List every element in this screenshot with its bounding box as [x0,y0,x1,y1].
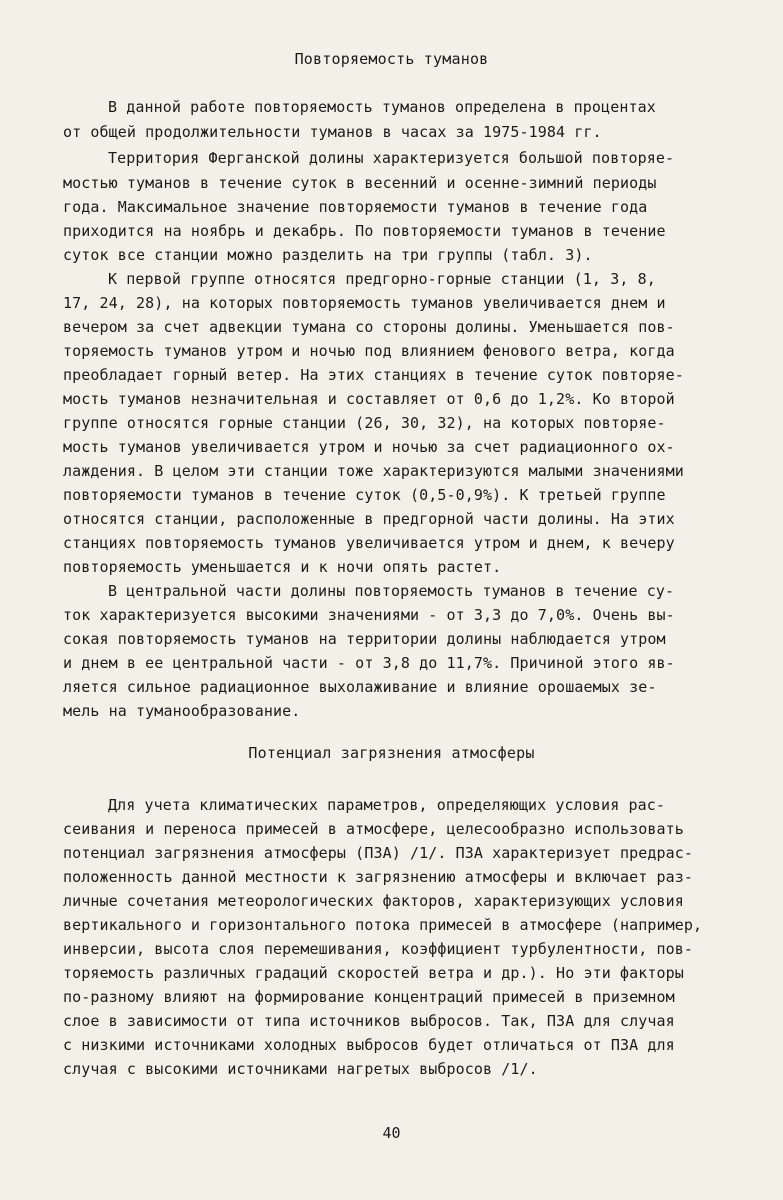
paragraph-line: года. Максимальное значение повторяемости туманов в течение года [63,198,648,216]
paragraph-line: Для учета климатических параметров, определяющих условия рас- [108,796,665,814]
paragraph-line: Территория Ферганской долины характеризуется большой повторяе- [108,149,675,167]
paragraph-line: личные сочетания метеорологических факторов, характеризующих условия [63,892,684,910]
section-title-fog-frequency: Повторяемость туманов [294,50,489,68]
paragraph-line: В данной работе повторяемость туманов определена в процентах [108,98,656,116]
paragraph-line: 17, 24, 28), на которых повторяемость туманов увеличивается днем и [63,294,666,312]
paragraph-line: сокая повторяемость туманов на территории долины наблюдается утром [63,630,666,648]
paragraph-line: торяемость различных градаций скоростей ветра и др.). Но эти факторы [63,964,684,982]
paragraph-line: станциях повторяемость туманов увеличивается утром и днем, к вечеру [63,534,675,552]
paragraph-line: ляется сильное радиационное выхолаживание и влияние орошаемых зе- [63,678,657,696]
paragraph-line: положенность данной местности к загрязнению атмосферы и включает раз- [63,868,694,886]
section-title-pollution-potential: Потенциал загрязнения атмосферы [248,744,535,762]
paragraph-line: К первой группе относятся предгорно-горные станции (1, 3, 8, [108,270,656,288]
paragraph-line: и днем в ее центральной части - от 3,8 до 11,7%. Причиной этого яв- [63,654,675,672]
paragraph-line: лаждения. В целом эти станции тоже характеризуются малыми значениями [63,462,684,480]
paragraph-line: инверсии, высота слоя перемешивания, коэффициент турбулентности, пов- [63,940,694,958]
paragraph-line: потенциал загрязнения атмосферы (ПЗА) /1/. ПЗА характеризует предрас- [63,844,694,862]
paragraph-line: случая с высокими источниками нагретых выбросов /1/. [63,1060,538,1078]
paragraph-line: В центральной части долины повторяемость туманов в течение су- [108,582,675,600]
page-number: 40 [382,1124,401,1142]
paragraph-line: торяемость туманов утром и ночью под влиянием фенового ветра, когда [63,342,675,360]
paragraph-line: сеивания и переноса примесей в атмосфере, целесообразно использовать [63,820,684,838]
paragraph-line: вечером за счет адвекции тумана со стороны долины. Уменьшается пов- [63,318,675,336]
paragraph-line: с низкими источниками холодных выбросов будет отличаться от ПЗА для [63,1036,675,1054]
paragraph-line: повторяемости туманов в течение суток (0,5-0,9%). К третьей группе [63,486,666,504]
paragraph-line: мость туманов незначительная и составляет от 0,6 до 1,2%. Ко второй [63,390,675,408]
paragraph-line: суток все станции можно разделить на три группы (табл. 3). [63,246,593,264]
paragraph-line: мель на туманообразование. [63,702,301,720]
paragraph-line: повторяемость уменьшается и к ночи опять растет. [63,558,502,576]
paragraph-line: группе относятся горные станции (26, 30, 32), на которых повторяе- [63,414,666,432]
paragraph-line: слое в зависимости от типа источников выбросов. Так, ПЗА для случая [63,1012,675,1030]
paragraph-line: приходится на ноябрь и декабрь. По повторяемости туманов в течение [63,222,666,240]
paragraph-line: относятся станции, расположенные в предгорной части долины. На этих [63,510,675,528]
paragraph-line: мостью туманов в течение суток в весенний и осенне-зимний периоды [63,174,657,192]
paragraph-line: по-разному влияют на формирование концентраций примесей в приземном [63,988,675,1006]
paragraph-line: ток характеризуется высокими значениями - от 3,3 до 7,0%. Очень вы- [63,606,675,624]
paragraph-line: мость туманов увеличивается утром и ночью за счет радиационного ох- [63,438,675,456]
paragraph-line: вертикального и горизонтального потока примесей в атмосфере (например, [63,916,703,934]
paragraph-line: от общей продолжительности туманов в часах за 1975-1984 гг. [63,123,602,141]
paragraph-line: преобладает горный ветер. На этих станциях в течение суток повторяе- [63,366,684,384]
